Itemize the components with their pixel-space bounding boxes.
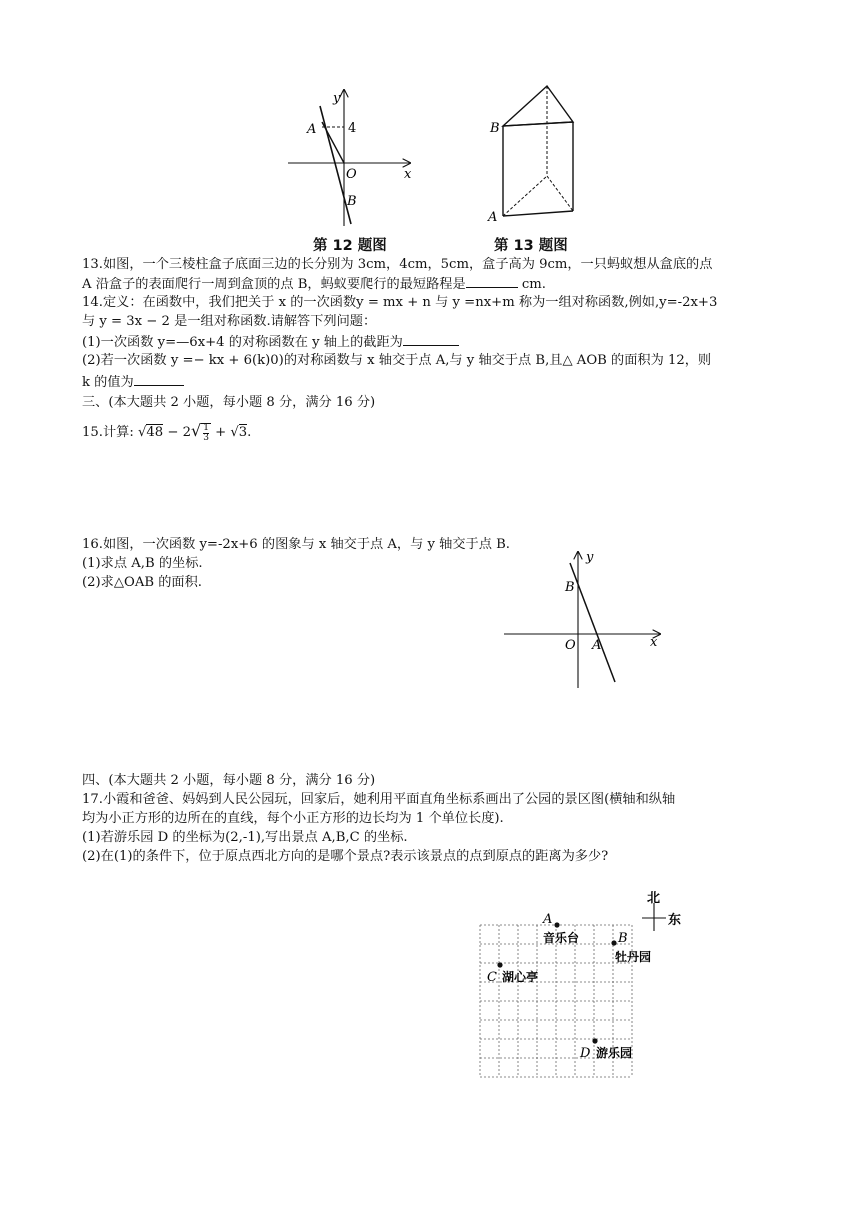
figure-16 — [500, 548, 670, 693]
q17-line2: 均为小正方形的边所在的直线，每个小正方形的边长均为 1 个单位长度). — [82, 811, 504, 826]
point-a — [554, 922, 559, 927]
fig12-label-4: 4 — [348, 121, 357, 136]
q14-sub2-blank — [134, 372, 184, 386]
q16-label-b: B — [565, 580, 575, 595]
q17-sub1: (1)若游乐园 D 的坐标为(2,-1),写出景点 A,B,C 的坐标. — [82, 830, 408, 845]
q15-prefix: 15.计算: — [82, 425, 138, 440]
q15: 15.计算: √48 − 2√ $\frac{1}{3}$ + √3. — [82, 421, 252, 443]
q14-func-4: y =− kx + 6(k)0) — [170, 353, 284, 368]
compass-north: 北 — [647, 891, 661, 906]
point-a-label: A — [543, 912, 553, 927]
q14-sub2 — [82, 352, 711, 370]
q14-func-1: y = mx + n — [356, 295, 431, 310]
fig12-label-o: O — [346, 167, 357, 182]
point-b-name: 牡丹园 — [615, 950, 652, 964]
figure-12-caption: 第 12 题图 — [313, 238, 387, 254]
q16-label-y: y — [586, 550, 594, 565]
q14-sub1 — [82, 332, 459, 352]
q14-func-3: y = 3x − 2 — [99, 314, 170, 329]
fig12-label-y: y — [333, 91, 341, 106]
q14-line2-a: 与 — [82, 314, 100, 329]
q13-line2-unit: cm. — [517, 277, 546, 292]
park-map — [470, 885, 690, 1085]
q15-radicand-1: 48 — [146, 425, 164, 440]
section-4-heading: 四、(本大题共 2 小题，每小题 8 分，满分 16 分) — [82, 773, 376, 788]
fig13-label-a: A — [488, 210, 498, 225]
q14-line1-b: 与 — [430, 295, 453, 310]
section-3-heading: 三、(本大题共 2 小题，每小题 8 分，满分 16 分) — [82, 395, 376, 410]
q14-sub1-text: (1)一次函数 y=—6x+4 的对称函数在 y 轴上的截距为 — [82, 335, 403, 350]
q17-line1: 17.小霞和爸爸、妈妈到人民公园玩，回家后，她利用平面直角坐标系画出了公园的景区图(横轴和纵轴 — [82, 792, 676, 807]
q14-sub2-b: 的对称函数与 x 轴交于点 A,与 y 轴交于点 B,且△ AOB 的面积为 12，则 — [283, 353, 712, 368]
q14-line1 — [82, 294, 717, 312]
q16-label-x: x — [650, 635, 658, 650]
point-c-label: C — [487, 970, 497, 985]
q16-label-a: A — [592, 638, 602, 653]
compass-east: 东 — [668, 913, 682, 928]
q16-label-o: O — [565, 638, 576, 653]
point-d-name: 游乐园 — [596, 1046, 633, 1060]
q14-func-2: y =nx+m — [452, 295, 515, 310]
fig12-label-b: B — [347, 194, 357, 209]
q14-sub2-cont — [82, 372, 184, 392]
q16-sub2: (2)求△OAB 的面积. — [82, 575, 202, 590]
figure-13 — [485, 78, 585, 228]
q13-line2-text: A 沿盒子的表面爬行一周到盒顶的点 B，蚂蚁要爬行的最短路程是 — [82, 277, 466, 292]
q13-answer-blank — [466, 274, 518, 288]
point-d-label: D — [580, 1046, 591, 1061]
q16-sub1: (1)求点 A,B 的坐标. — [82, 556, 203, 571]
q15-radicand-2: 3 — [238, 425, 248, 440]
q16-line — [570, 563, 615, 682]
fig13-label-b: B — [490, 121, 500, 136]
point-c-name: 湖心亭 — [502, 970, 539, 984]
q15-denominator: 3 — [203, 432, 209, 443]
q15-plus: + — [210, 425, 231, 440]
q15-fraction — [201, 423, 211, 443]
point-b-label: B — [618, 931, 628, 946]
q15-minus: − 2 — [163, 425, 191, 440]
q15-numerator: 1 — [203, 422, 209, 433]
figure-12 — [282, 86, 417, 231]
q14-line1-c: 称为一组对称函数,例如,y=-2x+3 — [514, 295, 718, 310]
q14-line1-a: 14.定义：在函数中，我们把关于 x 的一次函数 — [82, 295, 357, 310]
q14-sub2-a: (2)若一次函数 — [82, 353, 171, 368]
q14-sub1-blank — [403, 332, 459, 346]
q15-end: . — [247, 425, 252, 440]
q17-sub2: (2)在(1)的条件下，位于原点西北方向的是哪个景点?表示该景点的点到原点的距离为多少? — [82, 849, 609, 864]
point-b — [611, 940, 616, 945]
q14-sub2-c: k 的值为 — [82, 375, 134, 390]
q14-line2-b: 是一组对称函数.请解答下列问题： — [169, 314, 377, 329]
q13-line1: 13.如图，一个三棱柱盒子底面三边的长分别为 3cm，4cm，5cm，盒子高为 9cm，一只蚂蚁想从盒底的点 — [82, 257, 713, 272]
point-d — [592, 1038, 597, 1043]
q13-line2 — [82, 274, 546, 294]
fig12-label-a: A — [307, 122, 317, 137]
point-c — [497, 962, 502, 967]
q14-line2 — [82, 313, 376, 331]
q16-line1: 16.如图，一次函数 y=-2x+6 的图象与 x 轴交于点 A，与 y 轴交于点 B. — [82, 537, 510, 552]
figure-13-caption: 第 13 题图 — [494, 238, 568, 254]
point-a-name: 音乐台 — [543, 931, 580, 945]
fig12-label-x: x — [404, 167, 412, 182]
